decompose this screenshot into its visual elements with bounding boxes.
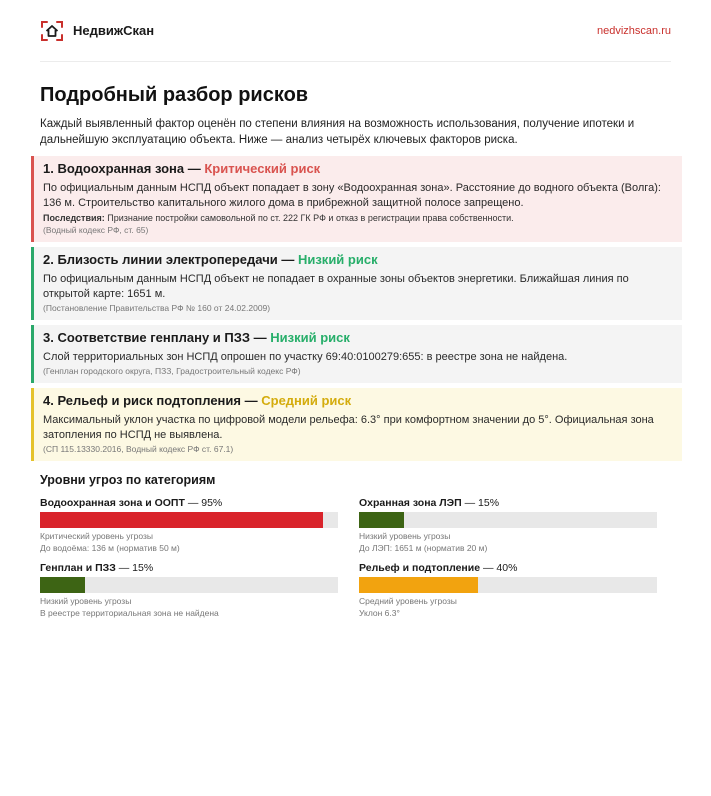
risk-card-relief — [31, 388, 682, 461]
threat-note: Уклон 6.3° — [359, 608, 400, 618]
risk-card-master-plan — [31, 325, 682, 383]
card-title — [43, 160, 674, 177]
threat-percent: — 40% — [483, 562, 518, 574]
threat-bar-track — [40, 577, 338, 593]
card-text: Слой территориальных зон НСПД опрошен по участку 69:40:0100279:655: в реестре зона не найдена. — [43, 351, 568, 363]
card-title-text: 1. Водоохранная зона — — [43, 161, 201, 176]
house-scan-icon — [40, 19, 64, 43]
card-consequence — [43, 212, 674, 224]
brand-name: НедвижСкан — [73, 23, 155, 38]
threat-bar-fill — [359, 512, 404, 528]
threat-grid — [40, 496, 671, 619]
threat-bar-track — [359, 512, 657, 528]
threat-name: Водоохранная зона и ООПТ — [40, 497, 185, 509]
threat-percent: — 15% — [464, 497, 500, 509]
threat-note: До водоёма: 136 м (норматив 50 м) — [40, 543, 180, 553]
threat-item — [40, 561, 338, 619]
risk-card-power-line — [31, 247, 682, 320]
threat-item — [359, 561, 657, 619]
card-reference: (Генплан городского округа, ПЗЗ, Градостроительный кодекс РФ) — [43, 366, 301, 376]
threat-bar-track — [40, 512, 338, 528]
card-reference: (СП 115.13330.2016, Водный кодекс РФ ст. 67.1) — [43, 444, 234, 454]
page-title: Подробный разбор рисков — [40, 84, 309, 106]
threat-name: Охранная зона ЛЭП — [359, 497, 462, 509]
site-link[interactable]: nedvizhscan.ru — [597, 24, 671, 37]
threat-level: Низкий уровень угрозы — [40, 596, 132, 606]
threat-bar-track — [359, 577, 657, 593]
threat-label — [40, 561, 338, 575]
risk-badge: Критический риск — [204, 161, 321, 176]
card-text: Максимальный уклон участка по цифровой модели рельефа: 6.3° при комфортном значении до 5°. Официальная зона затопления по НСПД не выявлена. — [43, 414, 654, 441]
threat-item — [359, 496, 657, 554]
threat-note: В реестре территориальная зона не найдена — [40, 608, 219, 618]
threat-bar-fill — [40, 512, 323, 528]
brand[interactable] — [40, 19, 154, 43]
threat-label — [359, 496, 657, 510]
header — [40, 0, 671, 62]
consequence-label: Последствия: — [43, 213, 105, 223]
threat-item — [40, 496, 338, 554]
threat-percent: — 15% — [118, 562, 154, 574]
threat-name: Рельеф и подтопление — [359, 562, 481, 574]
card-title — [43, 392, 674, 409]
card-title — [43, 251, 674, 268]
threat-percent: — 95% — [187, 497, 223, 509]
threat-bar-fill — [40, 577, 85, 593]
card-title-text: 2. Близость линии электропередачи — — [43, 252, 295, 267]
threat-bar-fill — [359, 577, 478, 593]
card-text: По официальным данным НСПД объект не попадает в охранные зоны объектов энергетики. Ближайшая линия по открытой карте: 1651 м. — [43, 273, 629, 300]
consequence-text: Признание постройки самовольной по ст. 222 ГК РФ и отказ в регистрации права собственности. — [107, 213, 514, 223]
card-title-text: 4. Рельеф и риск подтопления — — [43, 393, 258, 408]
card-title-text: 3. Соответствие генплану и ПЗЗ — — [43, 330, 267, 345]
card-reference: (Водный кодекс РФ, ст. 65) — [43, 225, 149, 235]
threat-label — [40, 496, 338, 510]
threats-title: Уровни угроз по категориям — [40, 473, 216, 487]
card-reference: (Постановление Правительства РФ № 160 от 24.02.2009) — [43, 303, 271, 313]
threat-note: До ЛЭП: 1651 м (норматив 20 м) — [359, 543, 488, 553]
card-text: По официальным данным НСПД объект попадает в зону «Водоохранная зона». Расстояние до водного объекта (Волга): 136 м. Строительство капитального жилого дома в прибрежной защитной полосе запрещено. — [43, 182, 661, 209]
risk-cards — [31, 156, 682, 461]
risk-badge: Средний риск — [261, 393, 352, 408]
threat-level: Низкий уровень угрозы — [359, 531, 451, 541]
threat-name: Генплан и ПЗЗ — [40, 562, 116, 574]
risk-badge: Низкий риск — [297, 252, 378, 267]
risk-card-water-zone — [31, 156, 682, 242]
threat-level: Средний уровень угрозы — [359, 596, 457, 606]
card-title — [43, 329, 674, 346]
threat-label — [359, 561, 657, 575]
intro-text: Каждый выявленный фактор оценён по степени влияния на возможность использования, получение ипотеки и дальнейшую эксплуатацию объекта. Ниже — анализ четырёх ключевых факторов риска. — [40, 118, 635, 146]
risk-badge: Низкий риск — [270, 330, 350, 345]
threat-level: Критический уровень угрозы — [40, 531, 154, 541]
